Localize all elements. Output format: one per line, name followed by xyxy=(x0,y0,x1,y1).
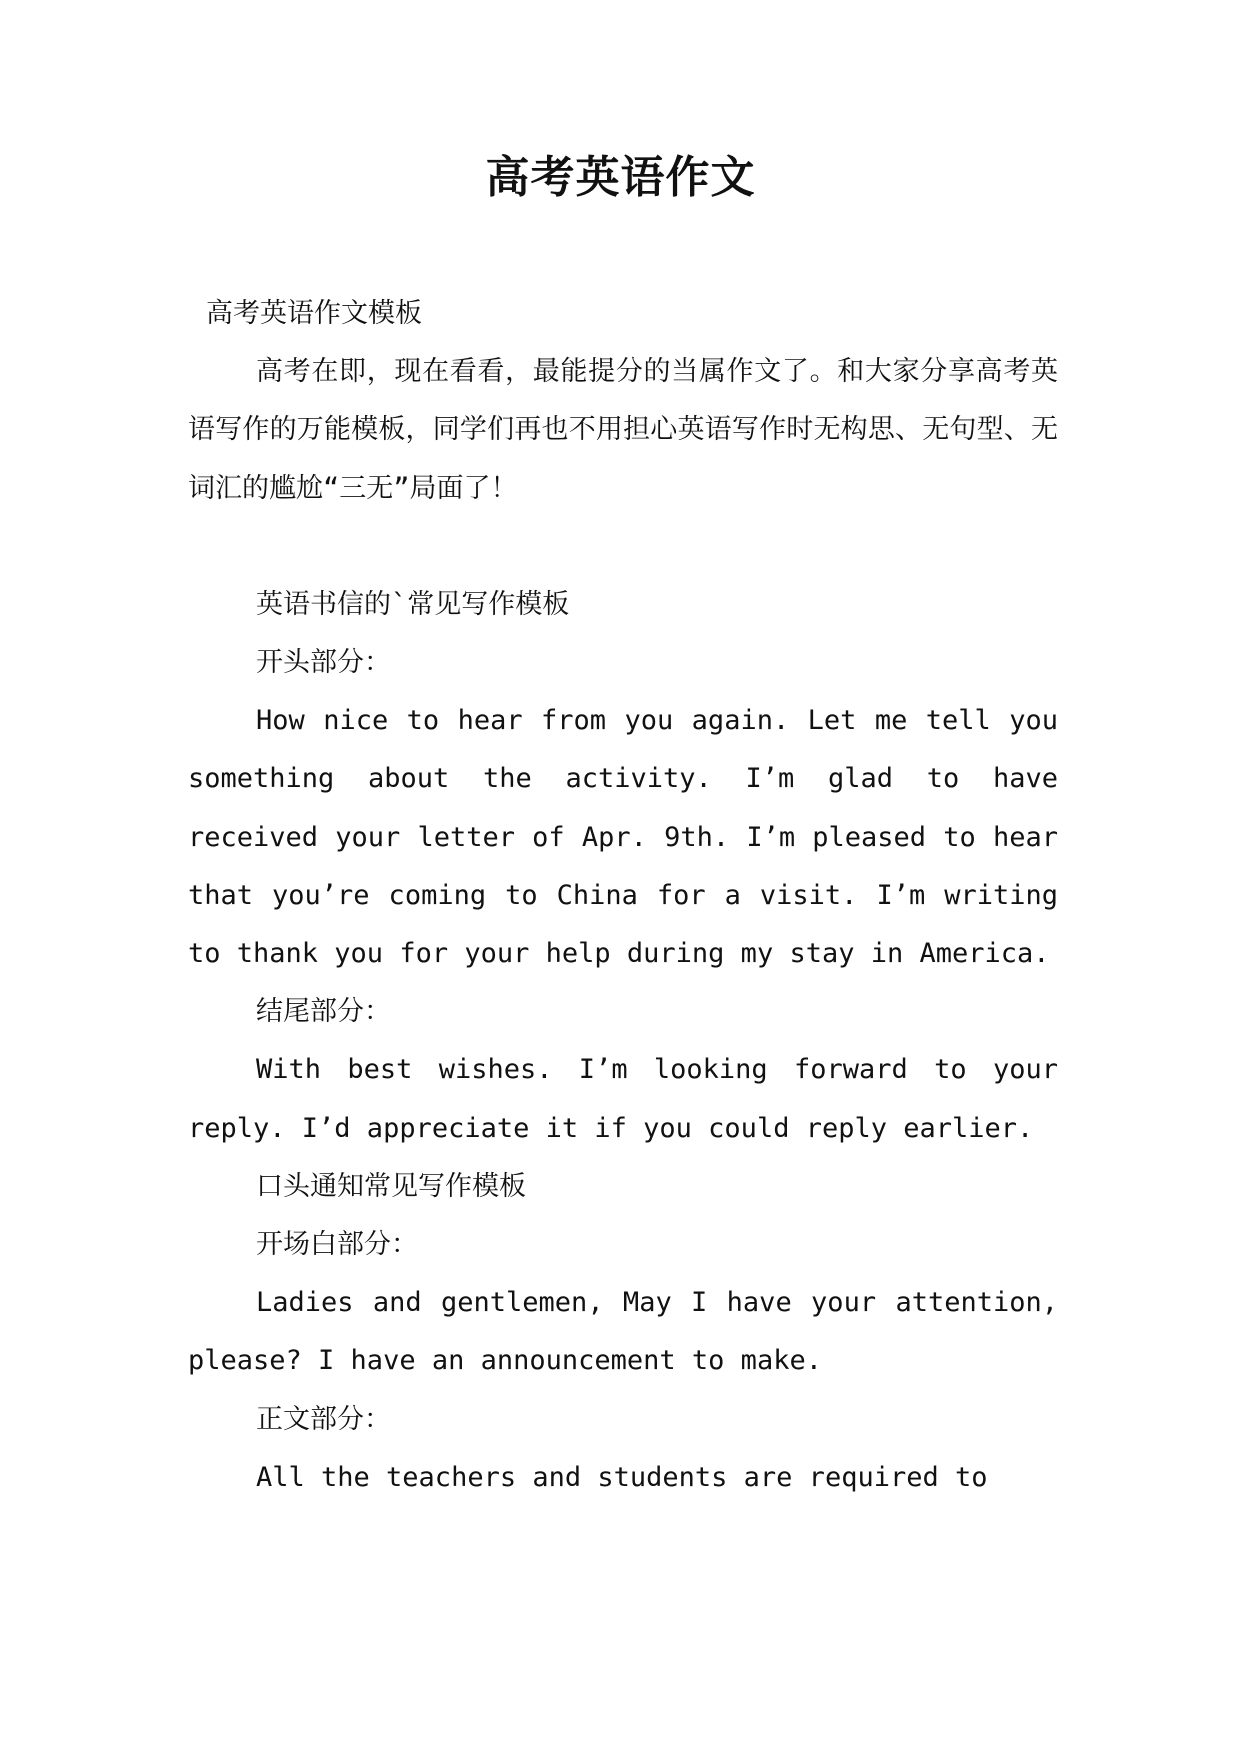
notice-template-heading: 口头通知常见写作模板 xyxy=(256,1170,526,1202)
document-subtitle: 高考英语作文模板 xyxy=(206,298,422,329)
letter-template-heading: 英语书信的`常见写作模板 xyxy=(256,588,570,620)
prologue-section-text: Ladies and gentlemen, May I have your attention, please? I have an announcement to make. xyxy=(188,1287,1058,1377)
ending-section-label: 结尾部分： xyxy=(256,996,391,1028)
prologue-section-label: 开场白部分： xyxy=(256,1229,418,1261)
intro-paragraph: 高考在即，现在看看，最能提分的当属作文了。和大家分享高考英语写作的万能模板，同学们再也不用担心英语写作时无构思、无句型、无词汇的尴尬“三无”局面了！ xyxy=(188,356,1058,504)
main-section-label: 正文部分： xyxy=(256,1403,391,1435)
opening-section-text: How nice to hear from you again. Let me tell you something about the activity. I’m glad to have received your letter of Apr. 9th. I’m pleased to hear that you’re coming to China for a visit. I’m writing to thank you for your help during my stay in America. xyxy=(188,705,1058,970)
document-body xyxy=(188,285,1058,1507)
document-title: 高考英语作文 xyxy=(485,152,756,203)
ending-section-text: With best wishes. I’m looking forward to your reply. I’d appreciate it if you could reply earlier. xyxy=(188,1054,1058,1144)
opening-section-label: 开头部分： xyxy=(256,647,391,679)
main-section-text: All the teachers and students are required to xyxy=(256,1461,988,1493)
paragraph-spacer xyxy=(188,518,1058,576)
